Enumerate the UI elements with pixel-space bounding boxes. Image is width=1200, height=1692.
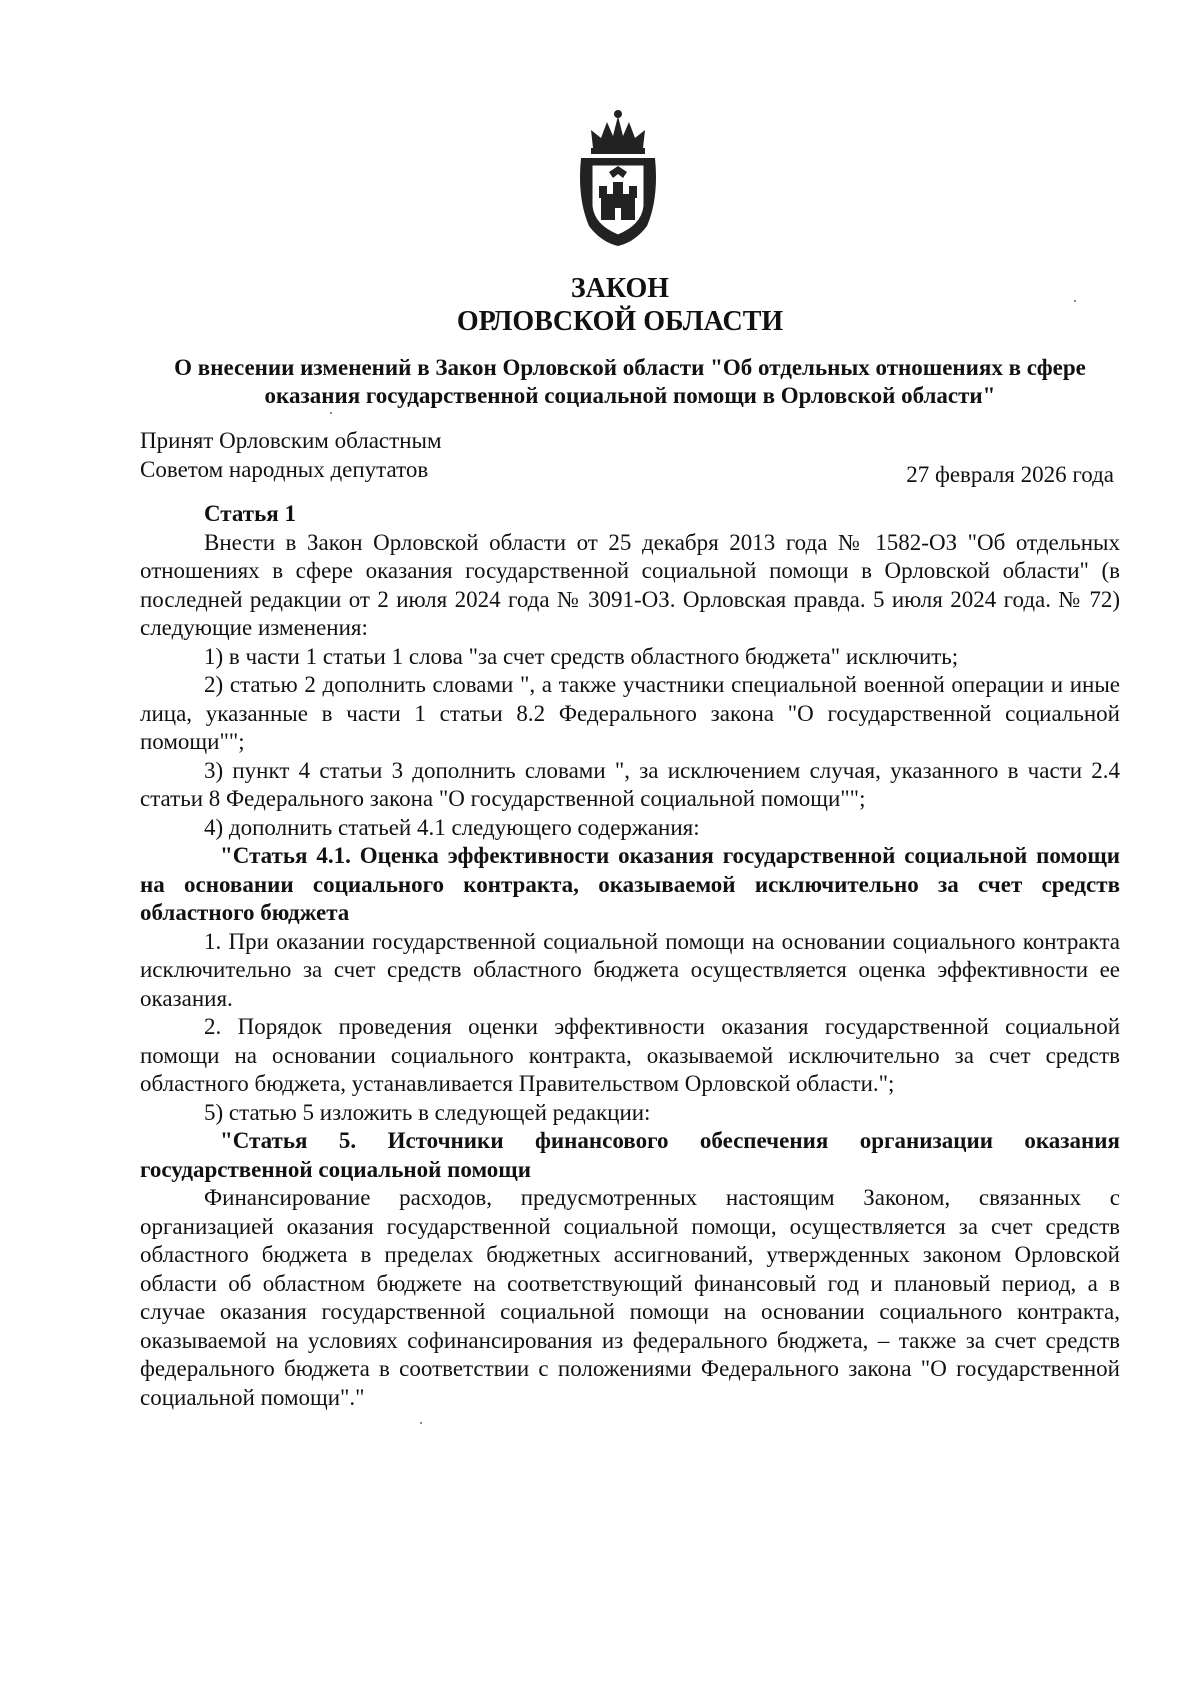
article-5-paragraph-1: Финансирование расходов, предусмотренных настоящим Законом, связанных с организацией оказания государственной социальной помощи, осуществляется за счет средств областного бюджета в пределах бюджетных ассигнований, утвержденных законом Орловской области об областном бюджете на соответствующий финансовый год и плановый период, а в случае оказания государственной социальной помощи на основании социального контракта, оказываемой на условиях софинансирования из федерального бюджета, – также за счет средств федерального бюджета в соответствии с положениями Федерального закона "О государственной социальной помощи"." <box>140 1185 1120 1410</box>
scan-speck <box>1074 300 1076 302</box>
region-title: ОРЛОВСКОЙ ОБЛАСТИ <box>456 306 784 337</box>
amendment-item-3: 3) пункт 4 статьи 3 дополнить словами ", за исключением случая, указанного в части 2.4 статьи 8 Федерального закона "О государственной социальной помощи""; <box>140 757 1120 811</box>
scan-speck <box>330 412 332 414</box>
article-1-heading: Статья 1 <box>204 501 296 526</box>
article-4-1-heading: "Статья 4.1. Оценка эффективности оказания государственной социальной помощи на основании социального контракта, оказываемой исключительно за счет средств областного бюджета <box>140 843 1120 925</box>
article-4-1-paragraph-1: 1. При оказании государственной социальной помощи на основании социального контракта исключительно за счет средств областного бюджета осуществляется оценка эффективности ее оказания. <box>140 928 1120 1011</box>
amendment-item-1: 1) в части 1 статьи 1 слова "за счет средств областного бюджета" исключить; <box>204 643 959 669</box>
coat-of-arms-emblem <box>571 108 665 248</box>
article-5-heading: "Статья 5. Источники финансового обеспечения организации оказания государственной социальной помощи <box>140 1128 1120 1182</box>
amendment-item-5: 5) статью 5 изложить в следующей редакции: <box>204 1099 651 1125</box>
amendment-item-2: 2) статью 2 дополнить словами ", а также участники специальной военной операции и иные лица, указанные в части 1 статьи 8.2 Федерального закона "О государственной социальной помощи""; <box>140 672 1120 754</box>
law-subtitle: О внесении изменений в Закон Орловской области "Об отдельных отношениях в сфере оказания государственной социальной помощи в Орловской области" <box>174 355 1086 408</box>
adoption-line-2: Советом народных депутатов <box>140 457 429 482</box>
amendment-item-4: 4) дополнить статьей 4.1 следующего содержания: <box>204 814 700 840</box>
article-4-1-paragraph-2: 2. Порядок проведения оценки эффективности оказания государственной социальной помощи на основании социального контракта, оказываемой исключительно за счет средств областного бюджета, устанавливается Правительством Орловской области."; <box>140 1014 1120 1096</box>
adoption-line-1: Принят Орловским областным <box>140 428 442 453</box>
law-title: ЗАКОН <box>570 273 670 304</box>
adoption-date: 27 февраля 2026 года <box>906 462 1114 487</box>
scan-speck <box>420 1422 422 1424</box>
article-1-intro: Внести в Закон Орловской области от 25 декабря 2013 года № 1582-ОЗ "Об отдельных отношениях в сфере оказания государственной социальной помощи в Орловской области" (в последней редакции от 2 июля 2024 года № 3091-ОЗ. Орловская правда. 5 июля 2024 года. № 72) следующие изменения: <box>140 529 1120 640</box>
adoption-block <box>140 426 442 484</box>
document-body <box>140 500 1120 1412</box>
